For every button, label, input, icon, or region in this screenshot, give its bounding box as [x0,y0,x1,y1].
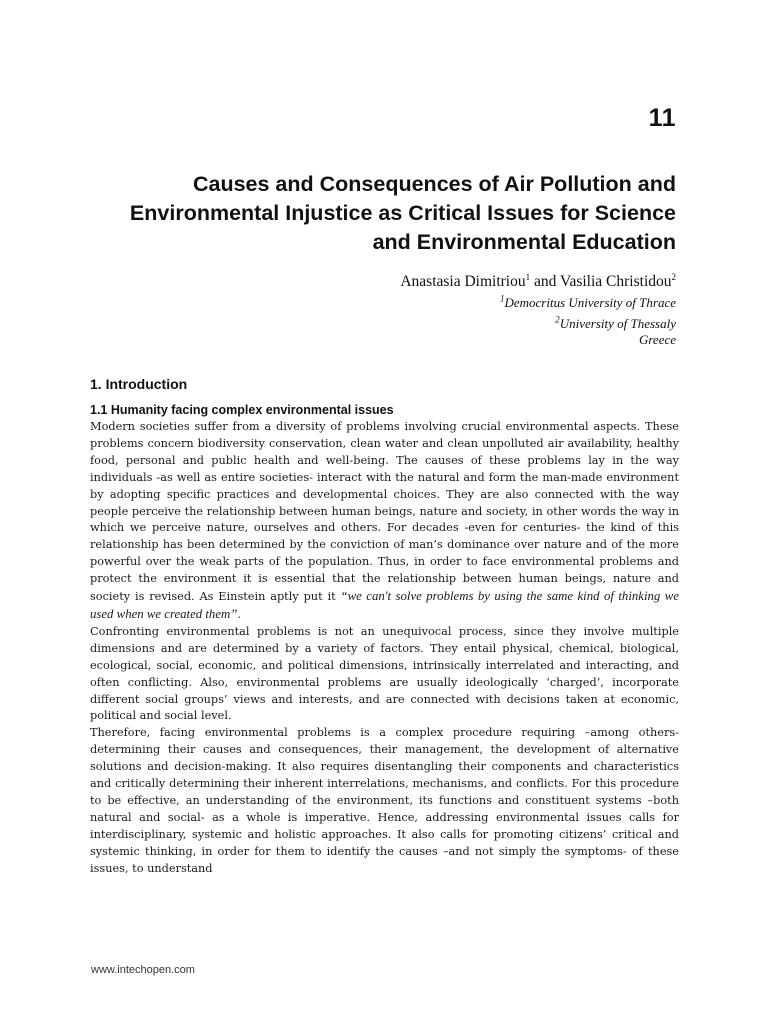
author-line [400,272,676,292]
author-name: Vasilia Christidou [559,273,672,290]
body-text [90,419,679,877]
section-heading: 1. Introduction [90,376,188,392]
affiliation-country [639,330,676,350]
paragraph: Confronting environmental problems is not an unequivocal process, since they involve multiple dimensions and are determined by a variety of factors. They entail physical, chemical, biological, ecological, social, economic, and political dimensions, intrinsically interrelated and interacting, and often conflicting. Also, environmental problems are usually ideologically ‘charged’, incorporate different social groups’ views and interests, and are connected with decisions taken at economic, political and social level. [90,624,679,723]
paragraph-end: . [237,607,241,621]
affiliation-mark: 2 [555,314,560,325]
affiliation-name: University of Thessaly [559,316,676,331]
chapter-title: Causes and Consequences of Air Pollution and Environmental Injustice as Critical Issues for Science and Environmental Education [129,172,676,254]
paragraph [90,419,679,624]
subsection-heading: 1.1 Humanity facing complex environmental issues [90,403,394,417]
chapter-number: 11 [648,104,676,132]
affiliation-name: Democritus University of Thrace [504,295,676,310]
affiliation-name: Greece [638,332,676,347]
paragraph-text: Modern societies suffer from a diversity of problems involving crucial environmental aspects. These problems concern biodiversity conservation, clean water and clean unpolluted air availability, healthy food, personal and public health and well-being. The causes of these problems lay in the way individuals -as well as entire societies- interact with the natural and form the man-made environment by adopting specific practices and developmental choices. They are also connected with the way people perceive the relationship between human beings, nature and society, in other words the way in which we perceive nature, ourselves and others. For decades -even for centuries- the kind of this relationship has been determined by the conviction of man’s dominance over nature and of the more powerful over the weak parts of the population. Thus, in order to face environmental problems and protect the environment it is essential that the relationship between human beings, nature and society is revised. As Einstein aptly put it [90,420,679,604]
paragraph: Therefore, facing environmental problems is a complex procedure requiring –among others- determining their causes and consequences, their management, the development of alternative solutions and decision-making. It also requires disentangling their components and characteristics and critically determining their inherent interrelations, mechanisms, and conflicts. For this procedure to be effective, an understanding of the environment, its functions and constituent systems –both natural and social- as a whole is imperative. Hence, addressing environmental issues calls for interdisciplinary, systemic and holistic approaches. It also calls for promoting citizens’ critical and systemic thinking, in order for them to identify the causes –and not simply the symptoms- of these issues, to understand [90,726,679,875]
affiliation [500,293,676,313]
einstein-quote: “we can't solve problems by using the same kind of thinking we used when we created them” [90,589,679,621]
footer-url: www.intechopen.com [91,964,195,976]
author-affiliation-mark: 1 [525,271,531,282]
author-affiliation-mark: 2 [671,271,676,282]
author-name: Anastasia Dimitriou [400,273,526,290]
affiliation-mark: 1 [499,293,505,304]
author-connector: and [530,273,560,290]
